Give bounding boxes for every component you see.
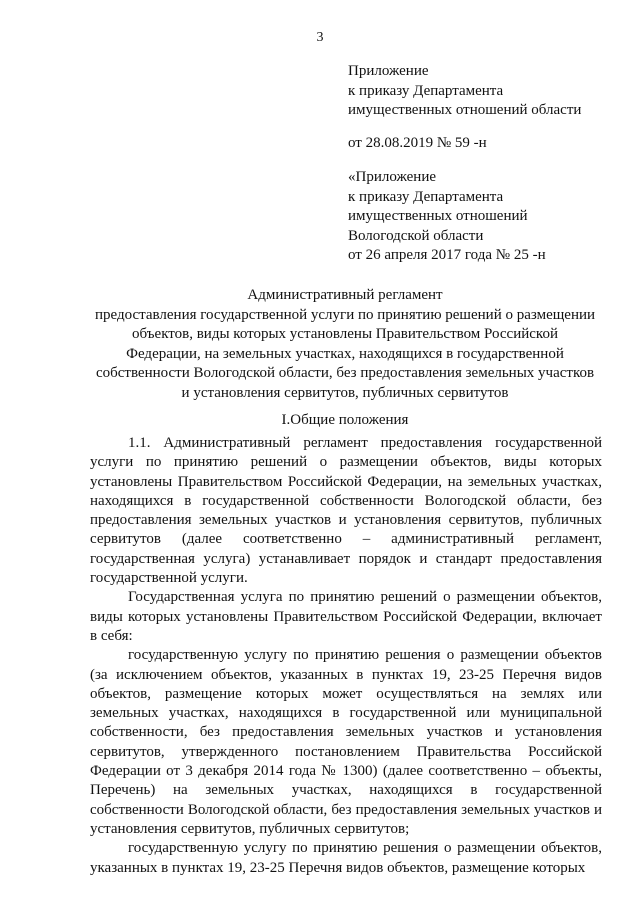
title-line: Административный регламент [247, 287, 443, 303]
approval-date: от 28.08.2019 № 59 -н [348, 135, 487, 151]
approval-line: имущественных отношений [348, 208, 528, 224]
document-title [80, 286, 610, 403]
title-line: предоставления государственной услуги по принятию решений о размещении [94, 306, 596, 323]
paragraph: государственную услугу по принятию решения о размещении объектов, указанных в пунктах 19, 23-25 Перечня видов объектов, размещение которых [90, 840, 602, 876]
paragraph: 1.1. Административный регламент предоставления государственной услуги по принятию решений о размещении объектов, виды которых установлены Правительством Российской Федерации, на земельных участках, находящихся в государственной собственности Вологодской области, без предоставления земельных участков и установления сервитутов, публичных сервитутов (далее соответственно – административный регламент, государственная услуга) устанавливает порядок и стандарт предоставления государственной услуги. [90, 435, 602, 587]
approval-line: от 26 апреля 2017 года № 25 -н [348, 247, 546, 263]
approval-block [348, 62, 581, 121]
title-line: объектов, виды которых установлены Правительством Российской [132, 326, 558, 342]
approval-line: Вологодской области [348, 227, 484, 244]
document-body [90, 434, 602, 878]
section-heading: I.Общие положения [281, 412, 409, 428]
approval-line: Приложение [348, 63, 429, 79]
title-line: собственности Вологодской области, без предоставления земельных участков [95, 365, 595, 381]
title-line: Федерации, на земельных участках, находящихся в государственной [126, 345, 564, 362]
page-number: 3 [316, 30, 324, 45]
approval-line: «Приложение [348, 169, 437, 185]
original-approval-block [348, 168, 546, 266]
title-line: и установления сервитутов, публичных сервитутов [181, 384, 509, 401]
paragraph: государственную услугу по принятию решения о размещении объектов (за исключением объектов, указанных в пунктах 19, 23-25 Перечня видов объектов, размещение которых может осуществляться на землях или земельных участках, находящихся в государственной или муниципальной собственности, без предоставления земельных участков и установления сервитутов, утвержденного постановлением Правительства Российской Федерации от 3 декабря 2014 года № 1300) (далее соответственно – объекты, Перечень) на земельных участках, находящихся в государственной собственности Вологодской области, без предоставления земельных участков и установления сервитутов, публичных сервитутов; [90, 647, 602, 837]
approval-line: к приказу Департамента [348, 188, 504, 205]
approval-line: к приказу Департамента [348, 82, 504, 99]
approval-line: имущественных отношений области [348, 102, 582, 118]
paragraph: Государственная услуга по принятию решений о размещении объектов, виды которых установлены Правительством Российской Федерации, включает в себя: [90, 589, 602, 644]
